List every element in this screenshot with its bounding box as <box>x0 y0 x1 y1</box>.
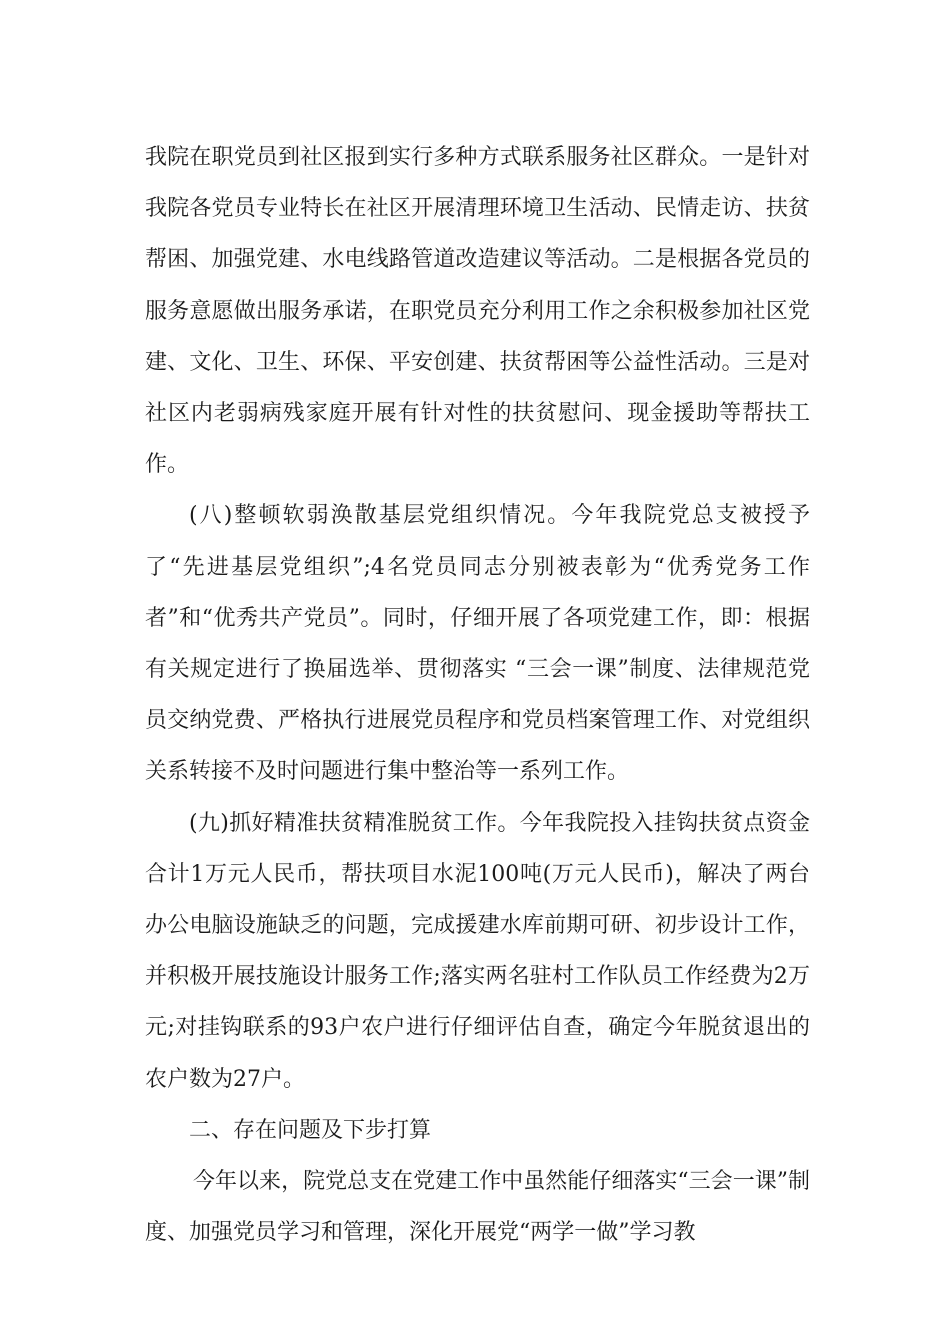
paragraph-section-8: (八)整顿软弱涣散基层党组织情况。今年我院党总支被授予了“先进基层党组织”;4名党员同志分别被表彰为“优秀党务工作者”和“优秀共产党员”。同时，仔细开展了各项党建工作，即：根据有关规定进行了换届选举、贯彻落实 “三会一课”制度、法律规范党员交纳党费、严格执行进展党员程序和党员档案管理工作、对党组织关系转接不及时问题进行集中整治等一系列工作。 <box>145 503 810 785</box>
section-heading-problems: 二、存在问题及下步打算 <box>189 1117 432 1143</box>
paragraph-problems-intro: 今年以来，院党总支在党建工作中虽然能仔细落实“三会一课”制度、加强党员学习和管理，深化开展党“两学一做”学习教 <box>145 1169 810 1246</box>
document-body <box>145 132 810 1258</box>
paragraph-section-9: (九)抓好精准扶贫精准脱贫工作。今年我院投入挂钩扶贫点资金合计1万元人民币，帮扶项目水泥100吨(万元人民币)，解决了两台办公电脑设施缺乏的问题，完成援建水库前期可研、初步设计工作，并积极开展技施设计服务工作;落实两名驻村工作队员工作经费为2万元;对挂钩联系的93户农户进行仔细评估自查，确定今年脱贫退出的农户数为27户。 <box>145 810 810 1092</box>
paragraph-community-service: 我院在职党员到社区报到实行多种方式联系服务社区群众。一是针对我院各党员专业特长在社区开展清理环境卫生活动、民情走访、扶贫帮困、加强党建、水电线路管道改造建议等活动。二是根据各党员的服务意愿做出服务承诺，在职党员充分利用工作之余积极参加社区党建、文化、卫生、环保、平安创建、扶贫帮困等公益性活动。三是对社区内老弱病残家庭开展有针对性的扶贫慰问、现金援助等帮扶工作。 <box>145 145 810 478</box>
